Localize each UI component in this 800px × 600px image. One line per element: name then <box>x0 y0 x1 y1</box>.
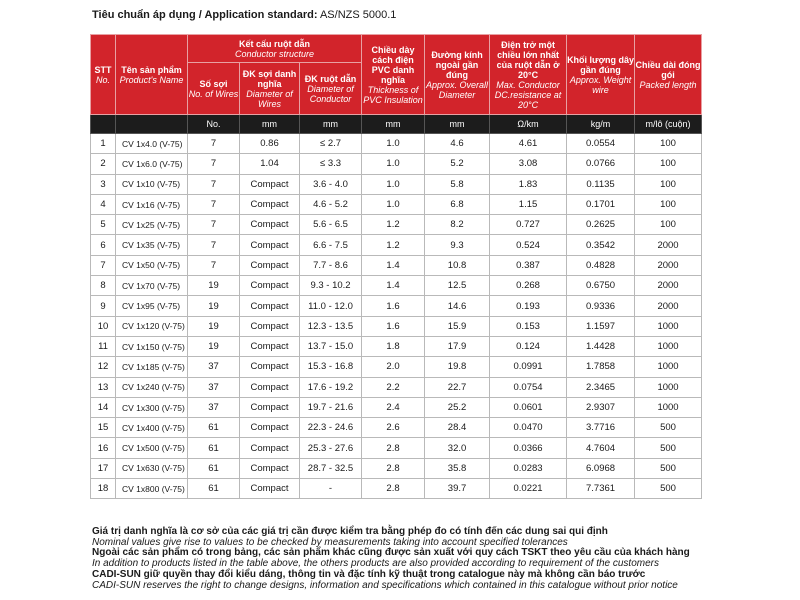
header-wire-diameter: ĐK sợi danh nghĩa Diameter of Wires <box>240 63 300 115</box>
table-cell: 1.2 <box>362 215 425 235</box>
table-cell: 6.6 - 7.5 <box>300 235 362 255</box>
table-row <box>91 174 702 194</box>
table-row <box>91 255 702 275</box>
table-cell: - <box>300 479 362 499</box>
table-cell: 32.0 <box>425 438 490 458</box>
note-line: Giá trị danh nghĩa là cơ sở của các giá trị cần được kiểm tra bằng phép đo có tính đến các dung sai qui định <box>92 526 608 537</box>
table-cell: 18 <box>91 479 116 499</box>
header-conductor-structure: Kết cấu ruột dẫn Conductor structure <box>188 35 362 63</box>
table-cell: 0.0554 <box>567 134 635 154</box>
table-cell: 37 <box>188 397 240 417</box>
table-cell: 10.8 <box>425 255 490 275</box>
table-cell: 19.8 <box>425 357 490 377</box>
table-cell: 17.9 <box>425 336 490 356</box>
unit-cell: Ω/km <box>490 115 567 134</box>
table-cell: 1.6 <box>362 316 425 336</box>
table-cell: Compact <box>240 174 300 194</box>
table-cell: 1.1597 <box>567 316 635 336</box>
note-line: In addition to products listed in the table above, the others products are also provided according to requirement of the customers <box>92 558 659 570</box>
table-cell: Compact <box>240 255 300 275</box>
table-cell: 0.4828 <box>567 255 635 275</box>
table-cell: 2000 <box>635 276 702 296</box>
table-cell: 0.0601 <box>490 397 567 417</box>
cable-spec-table <box>90 34 702 499</box>
table-cell: 100 <box>635 215 702 235</box>
table-cell: 1.4 <box>362 255 425 275</box>
table-cell: 14 <box>91 397 116 417</box>
header-resistance: Điện trở một chiều lớn nhất của ruột dẫn ở 20°C Max. Conductor DC.resistance at 20°C <box>490 35 567 115</box>
table-cell: Compact <box>240 418 300 438</box>
table-cell: 7 <box>188 194 240 214</box>
unit-cell: No. <box>188 115 240 134</box>
table-cell: CV 1x630 (V-75) <box>116 458 188 478</box>
table-cell: 100 <box>635 174 702 194</box>
table-cell: CV 1x400 (V-75) <box>116 418 188 438</box>
table-row <box>91 336 702 356</box>
table-cell: 5.6 - 6.5 <box>300 215 362 235</box>
table-cell: 0.86 <box>240 134 300 154</box>
table-cell: 1000 <box>635 357 702 377</box>
table-cell: 1.0 <box>362 134 425 154</box>
table-row <box>91 397 702 417</box>
header-conductor-diameter: ĐK ruột dẫn Diameter of Conductor <box>300 63 362 115</box>
table-cell: 25.2 <box>425 397 490 417</box>
table-row <box>91 194 702 214</box>
table-cell: 13 <box>91 377 116 397</box>
table-cell: 0.1135 <box>567 174 635 194</box>
header-weight: Khối lượng dây gần đúng Approx. Weight wire <box>567 35 635 115</box>
note-line: CADI-SUN reserves the right to change designs, information and specifications which contained in this catalogue without prior notice <box>92 579 678 591</box>
table-cell: 500 <box>635 458 702 478</box>
table-cell: 19 <box>188 276 240 296</box>
table-cell: 4.6 <box>425 134 490 154</box>
table-cell: 1.4 <box>362 276 425 296</box>
table-cell: 2000 <box>635 255 702 275</box>
table-cell: 39.7 <box>425 479 490 499</box>
table-cell: CV 1x95 (V-75) <box>116 296 188 316</box>
table-cell: 0.9336 <box>567 296 635 316</box>
table-cell: 2.6 <box>362 418 425 438</box>
table-cell: 2000 <box>635 296 702 316</box>
table-cell: 1.0 <box>362 154 425 174</box>
table-cell: CV 1x4.0 (V-75) <box>116 134 188 154</box>
table-cell: 0.124 <box>490 336 567 356</box>
unit-cell: mm <box>300 115 362 134</box>
table-cell: 25.3 - 27.6 <box>300 438 362 458</box>
table-cell: CV 1x120 (V-75) <box>116 316 188 336</box>
unit-cell: mm <box>425 115 490 134</box>
table-cell: 19 <box>188 316 240 336</box>
table-cell: 0.0766 <box>567 154 635 174</box>
table-cell: 1.6 <box>362 296 425 316</box>
table-cell: Compact <box>240 458 300 478</box>
table-cell: 2.8 <box>362 438 425 458</box>
table-row <box>91 154 702 174</box>
table-cell: 6 <box>91 235 116 255</box>
table-cell: CV 1x500 (V-75) <box>116 438 188 458</box>
table-cell: 0.0283 <box>490 458 567 478</box>
table-cell: 0.524 <box>490 235 567 255</box>
table-cell: 2000 <box>635 235 702 255</box>
table-cell: 19 <box>188 296 240 316</box>
table-cell: 0.0754 <box>490 377 567 397</box>
note-line: Nominal values give rise to values to be checked by measurements taking into account specified tolerances <box>92 536 568 548</box>
table-cell: 61 <box>188 438 240 458</box>
header-stt: STT No. <box>91 35 116 115</box>
table-cell: CV 1x25 (V-75) <box>116 215 188 235</box>
table-cell: 2 <box>91 154 116 174</box>
unit-cell: mm <box>240 115 300 134</box>
table-cell: 16 <box>91 438 116 458</box>
table-cell: CV 1x150 (V-75) <box>116 336 188 356</box>
table-cell: 4.6 - 5.2 <box>300 194 362 214</box>
table-cell: 1000 <box>635 316 702 336</box>
table-cell: 4 <box>91 194 116 214</box>
table-cell: 4.7604 <box>567 438 635 458</box>
table-cell: 3.6 - 4.0 <box>300 174 362 194</box>
unit-cell: kg/m <box>567 115 635 134</box>
table-row <box>91 276 702 296</box>
table-row <box>91 215 702 235</box>
table-cell: 0.1701 <box>567 194 635 214</box>
table-cell: 35.8 <box>425 458 490 478</box>
table-cell: 10 <box>91 316 116 336</box>
table-cell: CV 1x300 (V-75) <box>116 397 188 417</box>
table-cell: Compact <box>240 235 300 255</box>
table-cell: 15.3 - 16.8 <box>300 357 362 377</box>
table-cell: 7 <box>188 215 240 235</box>
table-cell: 0.0991 <box>490 357 567 377</box>
table-cell: Compact <box>240 276 300 296</box>
table-cell: 13.7 - 15.0 <box>300 336 362 356</box>
table-cell: 3 <box>91 174 116 194</box>
table-cell: 0.387 <box>490 255 567 275</box>
table-cell: 100 <box>635 154 702 174</box>
application-standard <box>92 9 396 21</box>
table-cell: 17 <box>91 458 116 478</box>
table-cell: CV 1x50 (V-75) <box>116 255 188 275</box>
table-cell: 5.8 <box>425 174 490 194</box>
table-cell: 15.9 <box>425 316 490 336</box>
table-row <box>91 418 702 438</box>
table-cell: 61 <box>188 458 240 478</box>
table-cell: 61 <box>188 479 240 499</box>
table-cell: 28.4 <box>425 418 490 438</box>
table-cell: CV 1x10 (V-75) <box>116 174 188 194</box>
table-cell: 0.6750 <box>567 276 635 296</box>
table-cell: Compact <box>240 397 300 417</box>
table-cell: CV 1x800 (V-75) <box>116 479 188 499</box>
table-cell: Compact <box>240 336 300 356</box>
table-cell: 0.0366 <box>490 438 567 458</box>
table-cell: CV 1x6.0 (V-75) <box>116 154 188 174</box>
table-cell: Compact <box>240 438 300 458</box>
table-cell: 500 <box>635 418 702 438</box>
table-cell: ≤ 2.7 <box>300 134 362 154</box>
table-cell: 0.153 <box>490 316 567 336</box>
table-cell: 3.7716 <box>567 418 635 438</box>
table-cell: 37 <box>188 357 240 377</box>
header-insulation: Chiều dày cách điện PVC danh nghĩa Thickness of PVC Insulation <box>362 35 425 115</box>
table-cell: 1.0 <box>362 194 425 214</box>
table-row <box>91 458 702 478</box>
table-cell: Compact <box>240 479 300 499</box>
table-cell: 1.2 <box>362 235 425 255</box>
table-cell: 7 <box>188 255 240 275</box>
table-cell: 0.0221 <box>490 479 567 499</box>
table-cell: 100 <box>635 194 702 214</box>
table-cell: 14.6 <box>425 296 490 316</box>
table-cell: 500 <box>635 438 702 458</box>
note-line: Ngoài các sản phẩm có trong bảng, các sản phẩm khác cũng được sản xuất với quy cách TSKT theo yêu cầu của khách hàng <box>92 547 690 559</box>
table-cell: 22.3 - 24.6 <box>300 418 362 438</box>
table-cell: 8 <box>91 276 116 296</box>
table-cell: CV 1x185 (V-75) <box>116 357 188 377</box>
table-cell: 5 <box>91 215 116 235</box>
table-cell: 1.15 <box>490 194 567 214</box>
table-cell: 7 <box>188 134 240 154</box>
table-cell: CV 1x16 (V-75) <box>116 194 188 214</box>
table-cell: ≤ 3.3 <box>300 154 362 174</box>
table-cell: 2.4 <box>362 397 425 417</box>
table-cell: 15 <box>91 418 116 438</box>
notes <box>92 527 792 591</box>
table-cell: 0.268 <box>490 276 567 296</box>
table-cell: 100 <box>635 134 702 154</box>
units-row <box>91 115 702 134</box>
table-row <box>91 357 702 377</box>
table-cell: 1.0 <box>362 174 425 194</box>
table-cell: 17.6 - 19.2 <box>300 377 362 397</box>
table-cell: 2.0 <box>362 357 425 377</box>
table-cell: 1.4428 <box>567 336 635 356</box>
table-cell: 1.04 <box>240 154 300 174</box>
table-cell: 2.2 <box>362 377 425 397</box>
table-cell: 0.0470 <box>490 418 567 438</box>
table-cell: 19.7 - 21.6 <box>300 397 362 417</box>
table-cell: 22.7 <box>425 377 490 397</box>
table-cell: 61 <box>188 418 240 438</box>
table-cell: 2.8 <box>362 479 425 499</box>
table-cell: 500 <box>635 479 702 499</box>
table-cell: 11.0 - 12.0 <box>300 296 362 316</box>
table-row <box>91 316 702 336</box>
table-cell: 5.2 <box>425 154 490 174</box>
table-cell: 1.83 <box>490 174 567 194</box>
table-cell: 7.7 - 8.6 <box>300 255 362 275</box>
table-cell: 7 <box>188 154 240 174</box>
table-cell: 7 <box>188 174 240 194</box>
table-cell: 6.0968 <box>567 458 635 478</box>
table-cell: 3.08 <box>490 154 567 174</box>
table-cell: 19 <box>188 336 240 356</box>
table-cell: CV 1x240 (V-75) <box>116 377 188 397</box>
table-cell: 9.3 - 10.2 <box>300 276 362 296</box>
header-packed-length: Chiều dài đóng gói Packed length <box>635 35 702 115</box>
table-row <box>91 296 702 316</box>
table-cell: 1000 <box>635 397 702 417</box>
unit-cell: mm <box>362 115 425 134</box>
table-cell: 0.3542 <box>567 235 635 255</box>
table-cell: 1000 <box>635 336 702 356</box>
table-cell: 4.61 <box>490 134 567 154</box>
table-row <box>91 438 702 458</box>
table-cell: Compact <box>240 357 300 377</box>
table-cell: Compact <box>240 377 300 397</box>
table-cell: 8.2 <box>425 215 490 235</box>
table-cell: 0.727 <box>490 215 567 235</box>
table-cell: 2.3465 <box>567 377 635 397</box>
table-cell: 11 <box>91 336 116 356</box>
table-cell: 12.3 - 13.5 <box>300 316 362 336</box>
table-row <box>91 235 702 255</box>
table-cell: 1000 <box>635 377 702 397</box>
table-cell: 37 <box>188 377 240 397</box>
table-cell: 0.2625 <box>567 215 635 235</box>
table-cell: 7 <box>188 235 240 255</box>
header-no-of-wires: Số sợi No. of Wires <box>188 63 240 115</box>
table-cell: Compact <box>240 296 300 316</box>
note-line: CADI-SUN giữ quyền thay đổi kiểu dáng, thông tin và đặc tính kỹ thuật trong catalogue này mà không cần báo trước <box>92 568 646 580</box>
table-body <box>91 134 702 499</box>
table-cell: 12.5 <box>425 276 490 296</box>
table-row <box>91 377 702 397</box>
standard-label: Tiêu chuẩn áp dụng / Application standard: <box>92 9 318 21</box>
table-cell: 9 <box>91 296 116 316</box>
header-overall-diameter: Đường kính ngoài gần đúng Approx. Overall Diameter <box>425 35 490 115</box>
table-row <box>91 479 702 499</box>
table-row <box>91 134 702 154</box>
table-cell: Compact <box>240 194 300 214</box>
table-cell: Compact <box>240 316 300 336</box>
table-cell: 0.193 <box>490 296 567 316</box>
table-cell: 7.7361 <box>567 479 635 499</box>
table-cell: CV 1x35 (V-75) <box>116 235 188 255</box>
header-product-name: Tên sản phẩm Product's Name <box>116 35 188 115</box>
table-cell: 2.8 <box>362 458 425 478</box>
table-cell: 9.3 <box>425 235 490 255</box>
table-cell: 1 <box>91 134 116 154</box>
table-cell: 28.7 - 32.5 <box>300 458 362 478</box>
table-cell: 1.7858 <box>567 357 635 377</box>
table-cell: 1.8 <box>362 336 425 356</box>
table-cell: 2.9307 <box>567 397 635 417</box>
table-cell: 7 <box>91 255 116 275</box>
table-cell: 12 <box>91 357 116 377</box>
table-cell: Compact <box>240 215 300 235</box>
table-cell: CV 1x70 (V-75) <box>116 276 188 296</box>
unit-cell: m/lô (cuộn) <box>635 115 702 134</box>
standard-value: AS/NZS 5000.1 <box>319 9 397 21</box>
table-cell: 6.8 <box>425 194 490 214</box>
